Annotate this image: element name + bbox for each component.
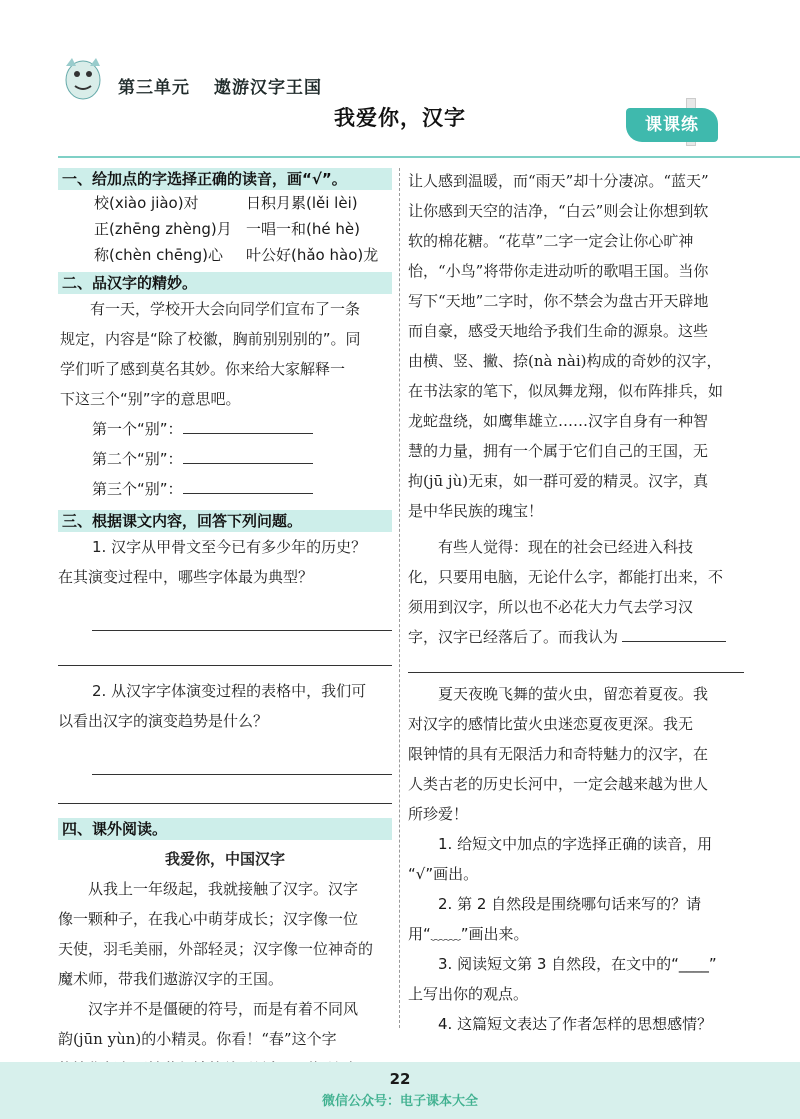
- article-line: 怡，“小鸟”将带你走进动听的歌唱王国。当你: [408, 262, 709, 280]
- question-line: 2. 从汉字字体演变过程的表格中，我们可: [92, 682, 367, 700]
- reading-question: [408, 1009, 744, 1039]
- question-line: 用“﹏﹏”画出来。: [408, 925, 529, 943]
- paragraph-line: 学们听了感到莫名其妙。你来给大家解释一: [60, 360, 346, 378]
- answer-line[interactable]: [58, 803, 392, 804]
- unit-mascot-icon: [60, 52, 106, 104]
- paragraph-line: 有一天，学校开大会向同学们宣布了一条: [90, 300, 361, 318]
- page-number: 22: [389, 1070, 411, 1088]
- section4-heading: 四、课外阅读。: [58, 818, 392, 840]
- question-line: 在其演变过程中，哪些字体最为典型？: [58, 568, 314, 586]
- question-line: 4. 这篇短文表达了作者怎样的思想感情？: [438, 1015, 713, 1033]
- article-line: 韵(jūn yùn)的小精灵。你看！“春”这个字: [58, 1030, 337, 1048]
- question-line: “√”画出。: [408, 865, 479, 883]
- section1-options: [58, 190, 392, 268]
- article-line: 天使，羽毛美丽，外部轻灵；汉字像一位神奇的: [58, 940, 374, 958]
- article-paragraph-3: [408, 532, 744, 652]
- question-line: 以看出汉字的演变趋势是什么？: [58, 712, 269, 730]
- article-line: 慧的力量，拥有一个属于它们自己的王国，无: [408, 442, 709, 460]
- article-line: 像一颗种子，在我心中萌芽成长；汉字像一位: [58, 910, 359, 928]
- wechat-label: 微信公众号：电子课本大全: [321, 1094, 478, 1109]
- section2-blanks: [58, 414, 392, 504]
- option-item[interactable]: 称(chèn chēng)心: [94, 246, 223, 264]
- blank-row: [92, 474, 392, 504]
- header-divider: [58, 156, 800, 158]
- unit-label: 第三单元: [118, 78, 190, 98]
- article-line: 限钟情的具有无限活力和奇特魅力的汉字，在: [408, 745, 709, 763]
- section2-heading: 二、品汉字的精妙。: [58, 272, 392, 294]
- blank-label: 第二个“别”：: [92, 450, 183, 468]
- reading-questions: [408, 829, 744, 1091]
- right-column: [408, 166, 744, 1091]
- article-line: 汉字并不是僵硬的符号，而是有着不同风: [88, 1000, 359, 1018]
- opinion-line[interactable]: [408, 672, 744, 673]
- article-line: 从我上一年级起，我就接触了汉字。汉字: [88, 880, 359, 898]
- reading-question: [408, 889, 744, 949]
- unit-title: [118, 73, 322, 98]
- article-line: 由横、竖、撇、捺(nà nài)构成的奇妙的汉字，: [408, 352, 722, 370]
- question-line: 1. 给短文中加点的字选择正确的读音，用: [438, 835, 713, 853]
- column-divider: [399, 168, 400, 1028]
- reading-question: [408, 829, 744, 889]
- article-line: 魔术师，带我们遨游汉字的王国。: [58, 970, 284, 988]
- article-line: 写下“天地”二字时，你不禁会为盘古开天辟地: [408, 292, 709, 310]
- article-line: 所珍爱！: [408, 805, 469, 823]
- article-line: 让人感到温暖，而“雨天”却十分凄凉。“蓝天”: [408, 172, 709, 190]
- article-line: 有些人觉得：现在的社会已经进入科技: [438, 538, 694, 556]
- article-line: 是中华民族的瑰宝！: [408, 502, 544, 520]
- article-paragraph-2: [408, 166, 744, 526]
- article-line: 字，汉字已经落后了。而我认为: [408, 622, 744, 652]
- answer-line[interactable]: [92, 760, 392, 775]
- section3-question-1: [58, 532, 392, 592]
- blank-label: 第三个“别”：: [92, 480, 183, 498]
- option-item[interactable]: 叶公好(hǎo hào)龙: [246, 246, 379, 264]
- lesson-badge: 课课练: [626, 108, 718, 142]
- article-line: 夏天夜晚飞舞的萤火虫，留恋着夏夜。我: [438, 685, 709, 703]
- article-title: 我爱你，中国汉字: [164, 850, 285, 868]
- blank-row: [92, 444, 392, 474]
- article-line: 在书法家的笔下，似凤舞龙翔，似布阵排兵，如: [408, 382, 724, 400]
- section3-question-2: [58, 676, 392, 736]
- blank-fill-line[interactable]: [183, 477, 313, 494]
- section1-heading: 一、给加点的字选择正确的读音，画“√”。: [58, 168, 392, 190]
- question-line: 3. 阅读短文第 3 自然段，在文中的“____”: [438, 955, 717, 973]
- option-item[interactable]: 校(xiào jiào)对: [94, 194, 199, 212]
- section2-paragraph: [58, 294, 392, 414]
- question-line: 2. 第 2 自然段是围绕哪句话来写的？请: [438, 895, 702, 913]
- opinion-fill-line[interactable]: [622, 625, 726, 642]
- question-line: 上写出你的观点。: [408, 985, 529, 1003]
- blank-label: 第一个“别”：: [92, 420, 183, 438]
- option-row: [94, 242, 392, 268]
- article-line: 须用到汉字，所以也不必花大力气去学习汉: [408, 598, 694, 616]
- option-item[interactable]: 日积月累(lěi lèi): [246, 194, 358, 212]
- option-item[interactable]: 正(zhēng zhèng)月: [94, 220, 232, 238]
- unit-subtitle: 遨游汉字王国: [214, 78, 322, 98]
- article-paragraph-4: [408, 679, 744, 829]
- left-column: [58, 168, 392, 1114]
- article-line: 让你感到天空的洁净，“白云”则会让你想到软: [408, 202, 709, 220]
- reading-question: [408, 949, 744, 1009]
- answer-line[interactable]: [92, 616, 392, 631]
- option-row: [94, 190, 392, 216]
- article-line: 拘(jū jù)无束，如一群可爱的精灵。汉字，真: [408, 472, 709, 490]
- article-line: 化，只要用电脑，无论什么字，都能打出来，不: [408, 568, 724, 586]
- article-line: 对汉字的感情比萤火虫迷恋夏夜更深。我无: [408, 715, 694, 733]
- blank-row: [92, 414, 392, 444]
- answer-line[interactable]: [58, 665, 392, 666]
- option-row: [94, 216, 392, 242]
- article-line: 人类古老的历史长河中，一定会越来越为世人: [408, 775, 709, 793]
- paragraph-line: 下这三个“别”字的意思吧。: [60, 390, 241, 408]
- section3-heading: 三、根据课文内容，回答下列问题。: [58, 510, 392, 532]
- article-line: 软的棉花糖。“花草”二字一定会让你心旷神: [408, 232, 694, 250]
- article-line: 龙蛇盘绕，如鹰隼雄立……汉字自身有一种智: [408, 412, 709, 430]
- article-line: 而自豪，感受天地给予我们生命的源泉。这些: [408, 322, 709, 340]
- option-item[interactable]: 一唱一和(hé hè): [246, 220, 360, 238]
- page-title: 我爱你，汉字: [334, 106, 466, 130]
- blank-fill-line[interactable]: [183, 447, 313, 464]
- blank-fill-line[interactable]: [183, 417, 313, 434]
- paragraph-line: 规定，内容是“除了校徽，胸前别别别的”。同: [60, 330, 361, 348]
- question-line: 1. 汉字从甲骨文至今已有多少年的历史？: [92, 538, 367, 556]
